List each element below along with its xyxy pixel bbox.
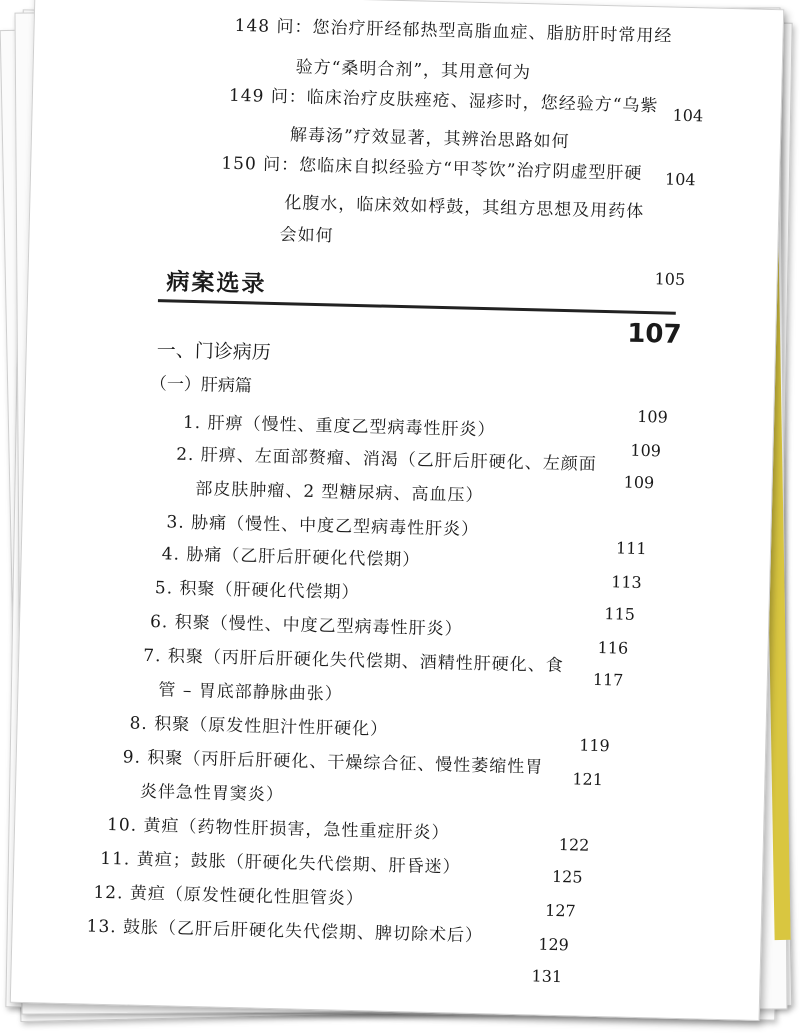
toc-page-number: 131 <box>531 966 563 987</box>
section-title: 病案选录 <box>166 269 267 298</box>
toc-entry: 炎伴急性胃窦炎） <box>139 781 285 806</box>
toc-entry: 管 – 胃底部静脉曲张） <box>158 680 343 705</box>
part-title: 一、门诊病历 <box>156 339 271 364</box>
toc-entry: 10. 黄疸（药物性肝损害，急性重症肝炎） <box>106 815 450 844</box>
toc-entry: 11. 黄疸；鼓胀（肝硬化失代偿期、肝昏迷） <box>100 848 461 878</box>
toc-entry: 7. 积聚（丙肝后肝硬化失代偿期、酒精性肝硬化、食 <box>143 645 565 677</box>
toc-entry: 2. 肝痹、左面部赘瘤、消渴（乙肝后肝硬化、左颜面 <box>175 444 597 475</box>
toc-page-number: 117 <box>592 669 624 690</box>
toc-entry: 1. 肝痹（慢性、重度乙型病毒性肝炎） <box>182 412 496 441</box>
toc-line: 会如何 <box>279 225 334 247</box>
toc-entry: 9. 积聚（丙肝后肝硬化、干燥综合征、慢性萎缩性胃 <box>122 747 544 778</box>
toc-page-number: 111 <box>615 538 647 559</box>
toc-page <box>10 0 785 1021</box>
toc-page-number: 109 <box>623 472 655 493</box>
toc-page-number: 104 <box>672 105 704 126</box>
toc-page-number: 119 <box>578 735 610 756</box>
toc-entry: 5. 积聚（肝硬化代偿期） <box>154 578 360 604</box>
toc-page-number: 105 <box>654 269 686 289</box>
toc-page-number: 125 <box>551 866 583 887</box>
toc-line: 解毒汤”疗效显著，其辨治思路如何 <box>289 125 570 153</box>
toc-entry: 部皮肤肿瘤、2 型糖尿病、高血压） <box>195 479 484 507</box>
toc-page-number: 129 <box>538 934 570 955</box>
toc-page-number: 115 <box>604 604 636 624</box>
toc-line: 148 问：您治疗肝经郁热型高脂血症、脂肪肝时常用经 <box>234 15 673 47</box>
toc-page-number: 122 <box>558 835 590 855</box>
toc-entry: 6. 积聚（慢性、中度乙型病毒性肝炎） <box>149 612 463 640</box>
toc-line: 150 问：您临床自拟经验方“甲苓饮”治疗阴虚型肝硬 <box>221 153 643 184</box>
subpart-title: （一）肝病篇 <box>149 373 253 397</box>
toc-page-number: 113 <box>610 572 642 592</box>
toc-page-number: 121 <box>572 769 604 790</box>
toc-line: 149 问：临床治疗皮肤痤疮、湿疹时，您经验方“乌紫 <box>228 85 659 117</box>
toc-page-number: 109 <box>630 440 662 461</box>
toc-page-number: 104 <box>664 169 696 190</box>
section-rule <box>158 299 676 315</box>
toc-entry: 12. 黄疸（原发性硬化性胆管炎） <box>93 882 365 910</box>
toc-entry: 13. 鼓胀（乙肝后肝硬化失代偿期、脾切除术后） <box>86 916 484 947</box>
section-page-number: 107 <box>626 318 682 350</box>
toc-entry: 8. 积聚（原发性胆汁性肝硬化） <box>129 713 389 740</box>
toc-entry: 3. 胁痛（慢性、中度乙型病毒性肝炎） <box>166 512 480 541</box>
toc-line: 化腹水，临床效如桴鼓，其组方思想及用药体 <box>284 193 645 222</box>
toc-line: 验方“桑明合剂”，其用意何为 <box>295 57 532 84</box>
toc-page-number: 109 <box>637 406 669 427</box>
toc-entry: 4. 胁痛（乙肝后肝硬化代偿期） <box>161 544 421 571</box>
toc-content <box>11 0 783 1020</box>
toc-page-number: 127 <box>544 900 576 921</box>
toc-page-number: 116 <box>597 637 629 658</box>
